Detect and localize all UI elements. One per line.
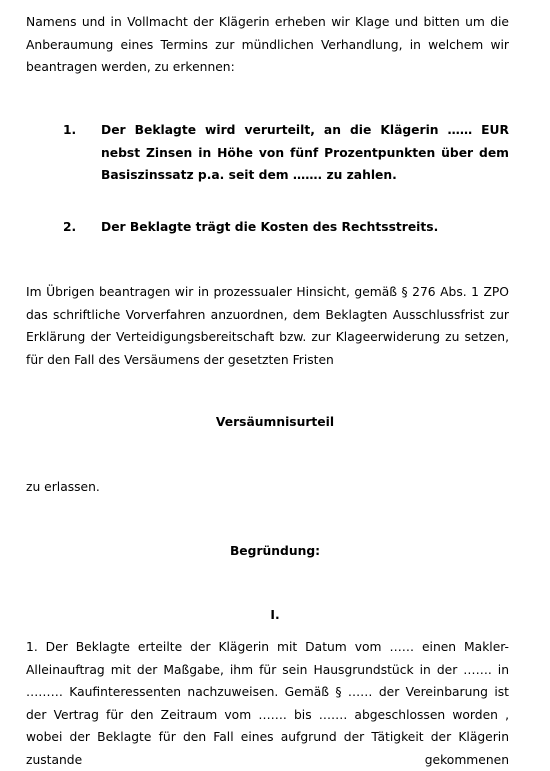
item-text: Der Beklagte wird verurteilt, an die Klägerin …… EUR nebst Zinsen in Höhe von fünf Prozentpunkten über dem Basiszinssatz p.a. seit dem ……. zu zahlen. (101, 123, 509, 182)
closing-text: zu erlassen. (26, 480, 100, 494)
section-heading: I. (270, 608, 280, 622)
item-number: 2. (63, 220, 77, 234)
heading-reasons: Begründung: (229, 544, 321, 558)
item-text: Der Beklagte trägt die Kosten des Rechtsstreits. (101, 220, 439, 234)
body-paragraph: 1. Der Beklagte erteilte der Klägerin mit Datum vom …… einen Makler-Alleinauftrag mit der Maßgabe, ihm für sein Hausgrundstück in der ……. in ……… Kaufinteressenten nachzuweisen. Gemäß § …… der Vereinbarung ist der Vertrag für den Zeitraum vom ……. bis ……. abgeschlossen worden , wobei der Beklagte für den Fall eines aufgrund der Tätigkeit der Klägerin zustande gekommenen (26, 640, 509, 767)
procedural-paragraph: Im Übrigen beantragen wir in prozessualer Hinsicht, gemäß § 276 Abs. 1 ZPO das schriftliche Vorverfahren anzuordnen, dem Beklagten Ausschlussfrist zur Erklärung der Verteidigungsbereitschaft bzw. zur Klageerwiderung zu setzen, für den Fall des Versäumens der gesetzten Fristen (26, 285, 509, 367)
item-number: 1. (63, 123, 77, 137)
heading-default-judgment: Versäumnisurteil (215, 415, 335, 429)
intro-paragraph: Namens und in Vollmacht der Klägerin erheben wir Klage und bitten um die Anberaumung eines Termins zur mündlichen Verhandlung, in welchem wir beantragen werden, zu erkennen: (26, 15, 509, 74)
